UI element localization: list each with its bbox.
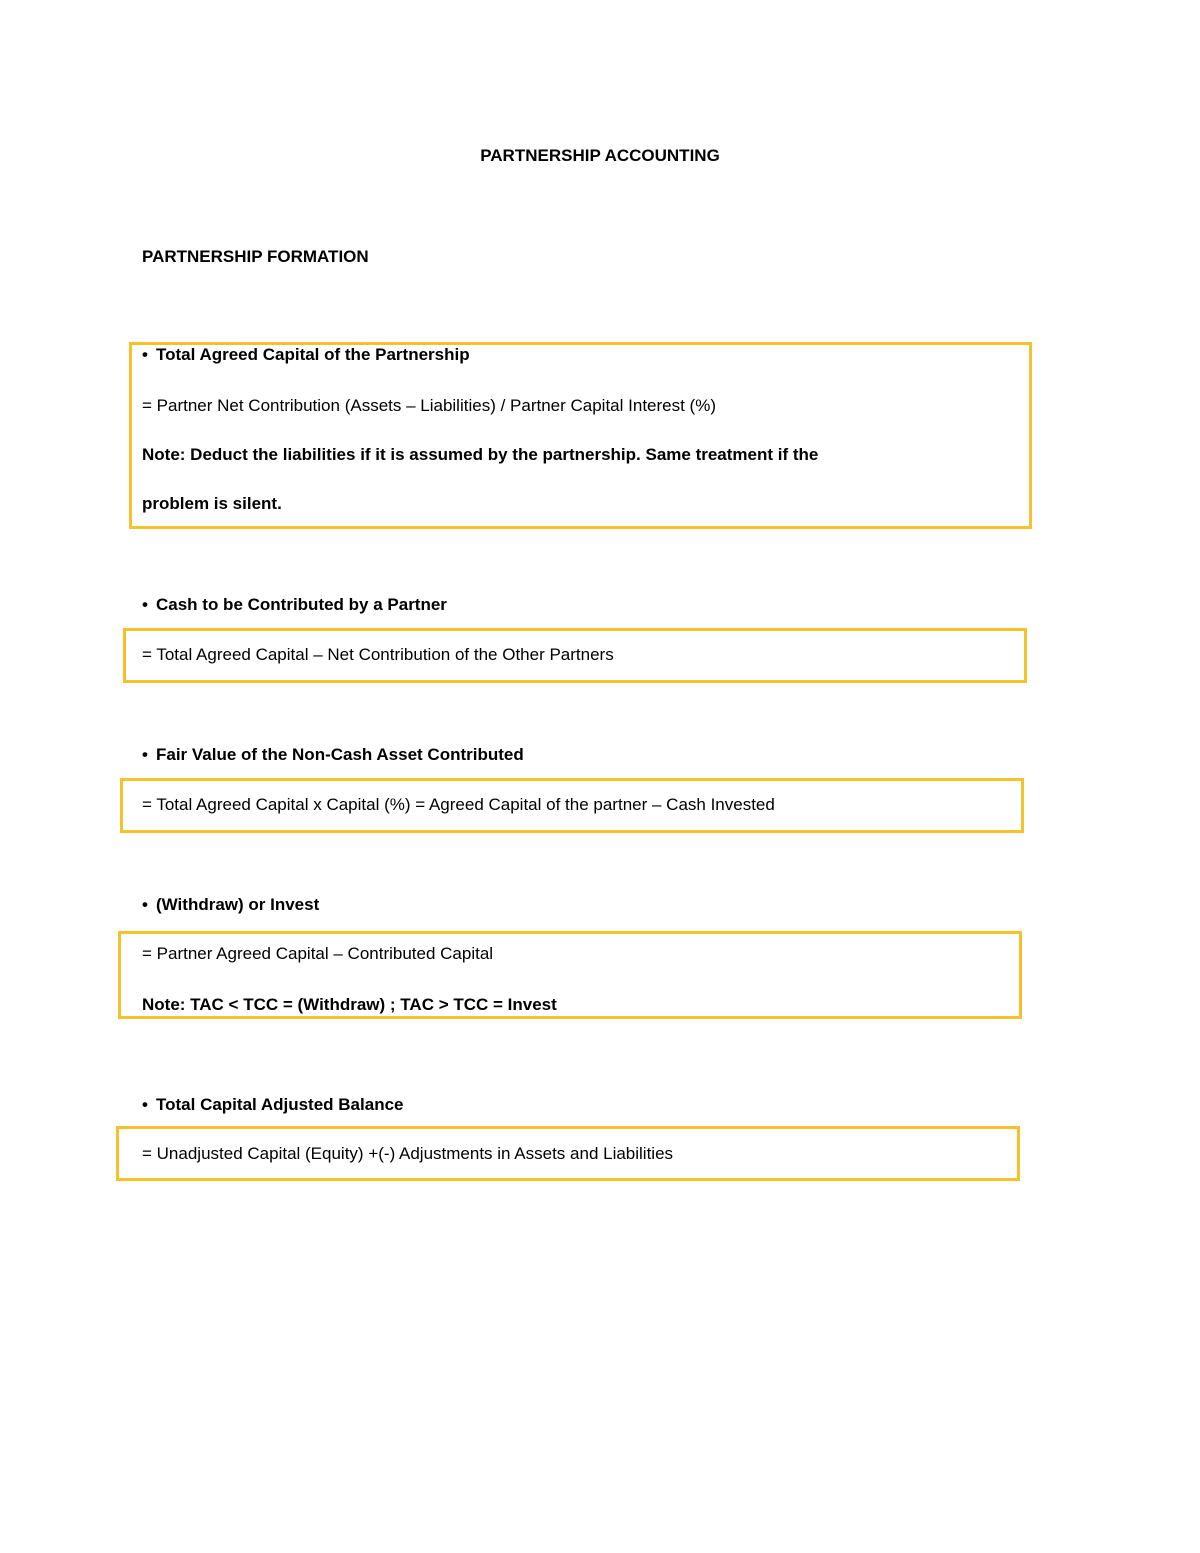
- formula-fair-value: = Total Agreed Capital x Capital (%) = Agreed Capital of the partner – Cash Invested: [142, 795, 775, 814]
- bullet-icon: •: [142, 345, 148, 364]
- bullet-icon: •: [142, 1095, 148, 1114]
- section-subtitle: PARTNERSHIP FORMATION: [142, 247, 369, 266]
- formula-total-agreed-capital: = Partner Net Contribution (Assets – Liabilities) / Partner Capital Interest (%): [142, 396, 716, 415]
- heading-text: Total Capital Adjusted Balance: [156, 1095, 404, 1114]
- section-heading-total-agreed-capital: [142, 343, 470, 367]
- note-line-2: problem is silent.: [142, 494, 282, 513]
- heading-text: Total Agreed Capital of the Partnership: [156, 345, 470, 364]
- note-withdraw-invest: Note: TAC < TCC = (Withdraw) ; TAC > TCC = Invest: [142, 995, 557, 1014]
- heading-text: (Withdraw) or Invest: [156, 895, 320, 914]
- note-line-1: Note: Deduct the liabilities if it is assumed by the partnership. Same treatment if the: [142, 445, 819, 464]
- bullet-icon: •: [142, 745, 148, 764]
- bullet-icon: •: [142, 895, 148, 914]
- heading-text: Fair Value of the Non-Cash Asset Contributed: [156, 745, 524, 764]
- section-heading-fair-value: [142, 743, 524, 767]
- formula-withdraw-invest: = Partner Agreed Capital – Contributed Capital: [142, 944, 494, 963]
- formula-cash-contributed: = Total Agreed Capital – Net Contribution of the Other Partners: [142, 645, 614, 664]
- section-heading-capital-adjusted: [142, 1093, 404, 1117]
- section-heading-cash-contributed: [142, 593, 447, 617]
- section-heading-withdraw-invest: [142, 893, 319, 917]
- heading-text: Cash to be Contributed by a Partner: [156, 595, 447, 614]
- page-title: PARTNERSHIP ACCOUNTING: [480, 146, 720, 165]
- formula-capital-adjusted: = Unadjusted Capital (Equity) +(-) Adjustments in Assets and Liabilities: [142, 1144, 674, 1163]
- bullet-icon: •: [142, 595, 148, 614]
